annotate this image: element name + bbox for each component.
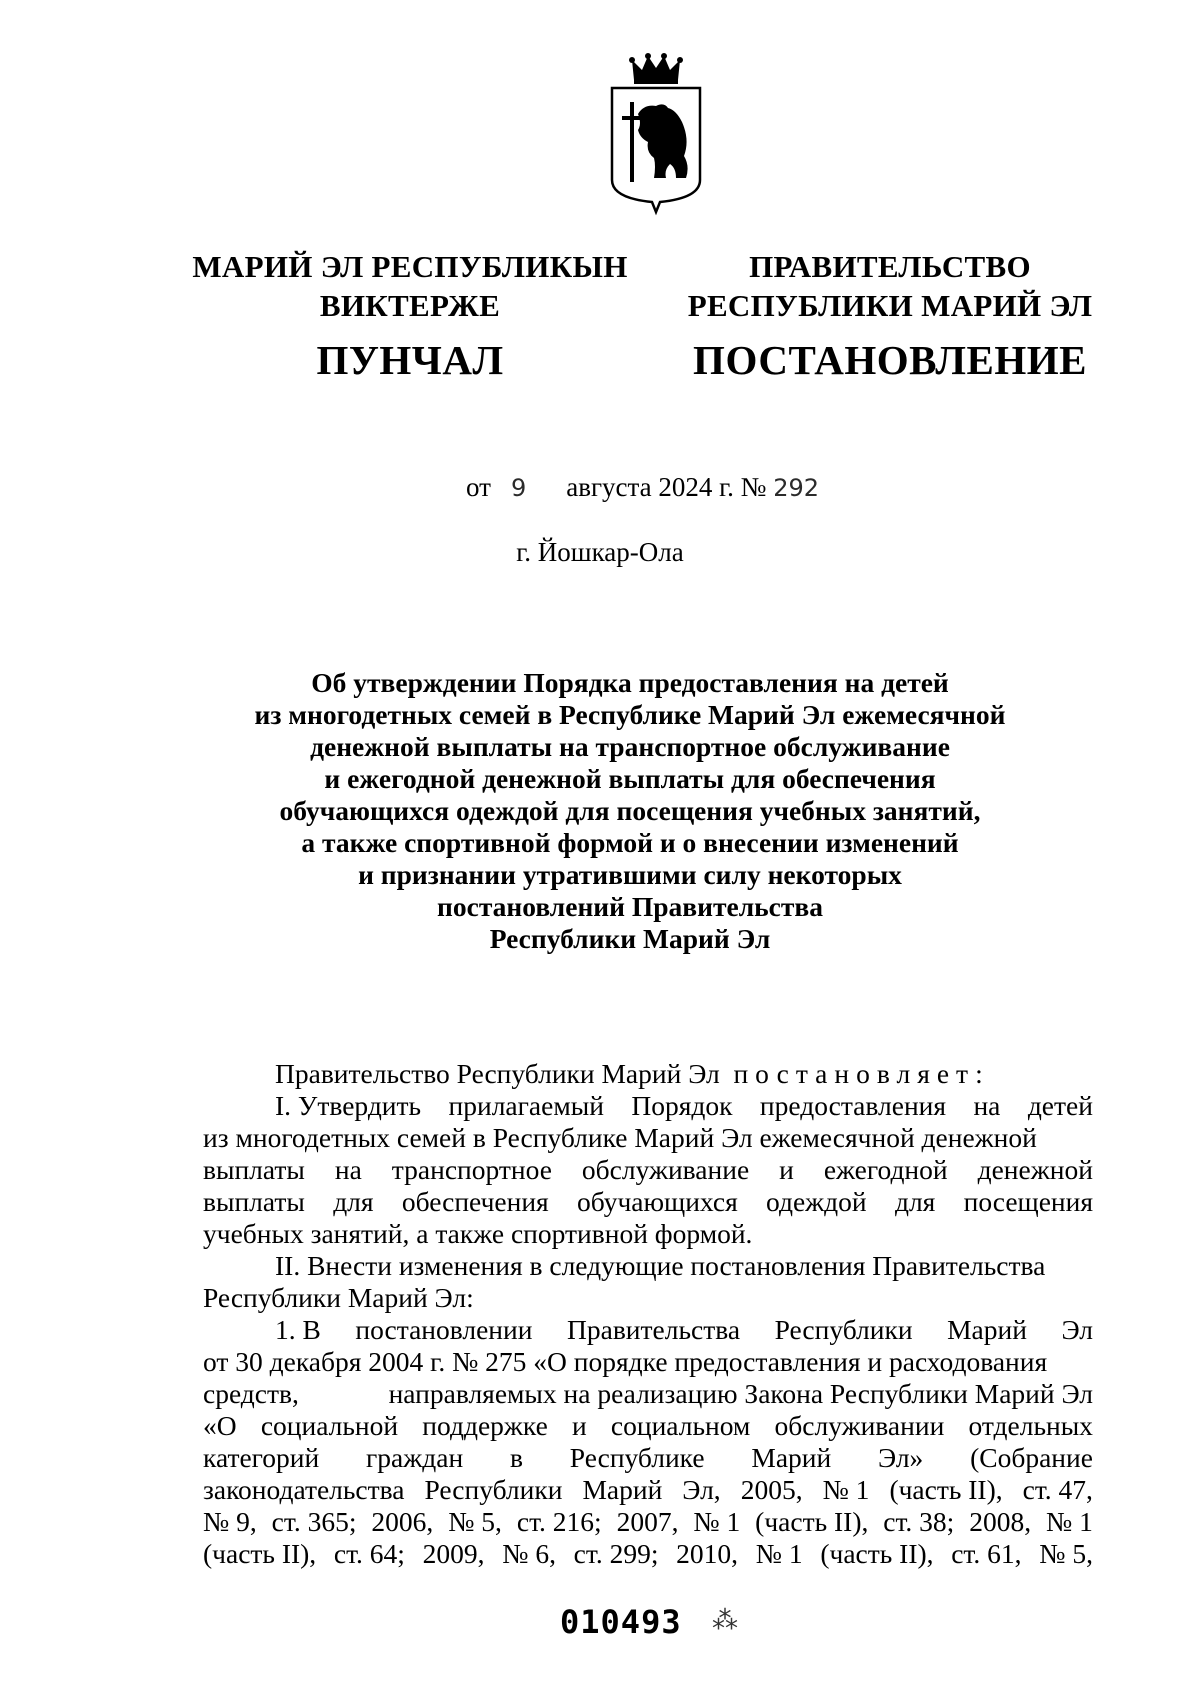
word: для xyxy=(333,1186,374,1217)
text-line xyxy=(203,1410,1093,1442)
word: 2007, xyxy=(616,1506,679,1537)
word: № 1 xyxy=(822,1474,870,1505)
text-line xyxy=(203,1122,1093,1154)
word: социальной xyxy=(260,1410,399,1441)
text-line xyxy=(203,1282,1093,1314)
word: № 1 xyxy=(1046,1506,1093,1537)
title-line: и признании утратившими силу некоторых xyxy=(358,859,902,890)
word: средств, xyxy=(203,1378,299,1409)
word: 1. В xyxy=(275,1314,321,1345)
word: Республики Марий Эл: xyxy=(203,1282,474,1313)
text-line xyxy=(203,1250,1093,1282)
word: ст. 299; xyxy=(573,1538,659,1569)
text-line xyxy=(203,1218,1093,1250)
header-left-line2: ВИКТЕРЖЕ xyxy=(319,288,501,323)
header-right-doc-type: ПОСТАНОВЛЕНИЕ xyxy=(693,337,1087,383)
coat-of-arms-emblem xyxy=(604,52,708,220)
title-line: и ежегодной денежной выплаты для обеспечения xyxy=(324,763,936,794)
text-line xyxy=(203,1090,1093,1122)
word: Республики xyxy=(774,1314,913,1345)
word: обслуживание xyxy=(581,1154,750,1185)
document-title xyxy=(230,667,1030,955)
word: категорий xyxy=(203,1442,320,1473)
word: ст. 61, xyxy=(951,1538,1022,1569)
word: № 1 xyxy=(693,1506,741,1537)
word: постановлении xyxy=(355,1314,533,1345)
word: Правительства xyxy=(567,1314,741,1345)
word: (часть II), xyxy=(203,1538,317,1569)
word: 2009, xyxy=(422,1538,485,1569)
document-body xyxy=(203,1058,1093,1570)
word: «О xyxy=(203,1410,237,1441)
header-right-line2: РЕСПУБЛИКИ МАРИЙ ЭЛ xyxy=(687,288,1093,323)
title-line: а также спортивной формой и о внесении изменений xyxy=(301,827,959,858)
date-rest: августа 2024 г. № xyxy=(566,472,767,502)
word: выплаты xyxy=(203,1186,305,1217)
header-left-doc-type: ПУНЧАЛ xyxy=(316,337,504,383)
word: I. Утвердить xyxy=(275,1090,422,1121)
header-right-block xyxy=(680,247,1100,385)
text-line xyxy=(203,1154,1093,1186)
word: ст. 216; xyxy=(516,1506,602,1537)
word: II. Внести изменения в следующие постановления Правительства xyxy=(275,1250,1046,1281)
word: 2006, xyxy=(371,1506,434,1537)
word: из многодетных семей в Республике Марий Эл ежемесячной денежной xyxy=(203,1122,1037,1153)
word: № 6, xyxy=(502,1538,556,1569)
city-name: г. Йошкар-Ола xyxy=(516,537,684,567)
word: (часть II), xyxy=(755,1506,869,1537)
word: № 5, xyxy=(448,1506,502,1537)
decorative-mark-icon: ⁂ xyxy=(712,1606,738,1636)
word: от 30 декабря 2004 г. № 275 «О порядке предоставления и расходования xyxy=(203,1346,1048,1377)
word: Порядок xyxy=(631,1090,733,1121)
word: ст. 47, xyxy=(1022,1474,1093,1505)
word: 2008, xyxy=(969,1506,1032,1537)
word: № 5, xyxy=(1039,1538,1093,1569)
word: посещения xyxy=(963,1186,1093,1217)
word: Республики xyxy=(424,1474,563,1505)
word: № 9, xyxy=(203,1506,257,1537)
header-left-block xyxy=(180,247,640,385)
word: на xyxy=(973,1090,1001,1121)
word: (Собрание xyxy=(970,1442,1093,1473)
word: (часть II), xyxy=(820,1538,934,1569)
title-line: Республики Марий Эл xyxy=(489,923,771,954)
date-day: 9 xyxy=(510,474,527,502)
word: Марий xyxy=(582,1474,663,1505)
title-line: постановлений Правительства xyxy=(437,891,823,922)
word: в xyxy=(509,1442,523,1473)
word: Эл xyxy=(1061,1314,1093,1345)
word: ежегодной xyxy=(823,1154,948,1185)
word: 2010, xyxy=(676,1538,739,1569)
word: для xyxy=(894,1186,936,1217)
paragraph-1 xyxy=(203,1090,1093,1250)
word: (часть II), xyxy=(889,1474,1003,1505)
word: отдельных xyxy=(968,1410,1093,1441)
word: детей xyxy=(1027,1090,1093,1121)
word: транспортное xyxy=(391,1154,552,1185)
text-line xyxy=(203,1346,1093,1378)
word: на xyxy=(334,1154,362,1185)
word: Марий xyxy=(947,1314,1027,1345)
word: ст. 365; xyxy=(271,1506,357,1537)
word: граждан xyxy=(366,1442,464,1473)
word: предоставления xyxy=(759,1090,947,1121)
document-number: 292 xyxy=(773,474,819,502)
word: ст. 38; xyxy=(883,1506,955,1537)
title-line: обучающихся одеждой для посещения учебных занятий, xyxy=(279,795,981,826)
word: прилагаемый xyxy=(448,1090,604,1121)
word: социальном xyxy=(610,1410,751,1441)
word: выплаты xyxy=(203,1154,305,1185)
text-line xyxy=(203,1474,1093,1506)
word: законодательства xyxy=(203,1474,405,1505)
title-line: Об утверждении Порядка предоставления на детей xyxy=(311,667,949,698)
word: учебных занятий, а также спортивной формой. xyxy=(203,1218,753,1249)
text-line xyxy=(203,1378,1093,1410)
title-line: из многодетных семей в Республике Марий Эл ежемесячной xyxy=(254,699,1006,730)
word: № 1 xyxy=(755,1538,803,1569)
text-line xyxy=(203,1186,1093,1218)
word: одеждой xyxy=(766,1186,867,1217)
paragraph-2 xyxy=(203,1250,1093,1314)
word: Эл, xyxy=(682,1474,721,1505)
intro-prefix: Правительство Республики Марий Эл xyxy=(275,1058,720,1089)
serial-number: 010493 xyxy=(560,1603,682,1641)
header-right-line1: ПРАВИТЕЛЬСТВО xyxy=(749,249,1031,284)
date-prefix: от xyxy=(466,472,491,502)
word: денежной xyxy=(977,1154,1093,1185)
intro-line xyxy=(203,1058,1093,1090)
header-left-line1: МАРИЙ ЭЛ РЕСПУБЛИКЫН xyxy=(192,249,628,284)
word: направляемых на реализацию Закона Республики Марий Эл xyxy=(388,1378,1093,1409)
title-line: денежной выплаты на транспортное обслуживание xyxy=(310,731,950,762)
word: и xyxy=(571,1410,587,1441)
word: Эл» xyxy=(878,1442,924,1473)
document-date-line xyxy=(466,472,819,503)
word: и xyxy=(779,1154,794,1185)
text-line xyxy=(203,1442,1093,1474)
text-line xyxy=(203,1538,1093,1570)
word: ст. 64; xyxy=(333,1538,405,1569)
text-line xyxy=(203,1506,1093,1538)
word: поддержке xyxy=(422,1410,548,1441)
word: обслуживании xyxy=(774,1410,945,1441)
intro-verb: постановляет: xyxy=(733,1058,990,1089)
paragraph-3 xyxy=(203,1314,1093,1570)
text-line xyxy=(203,1314,1093,1346)
word: обучающихся xyxy=(577,1186,738,1217)
word: Республике xyxy=(569,1442,705,1473)
word: Марий xyxy=(751,1442,832,1473)
word: обеспечения xyxy=(401,1186,549,1217)
word: 2005, xyxy=(740,1474,803,1505)
